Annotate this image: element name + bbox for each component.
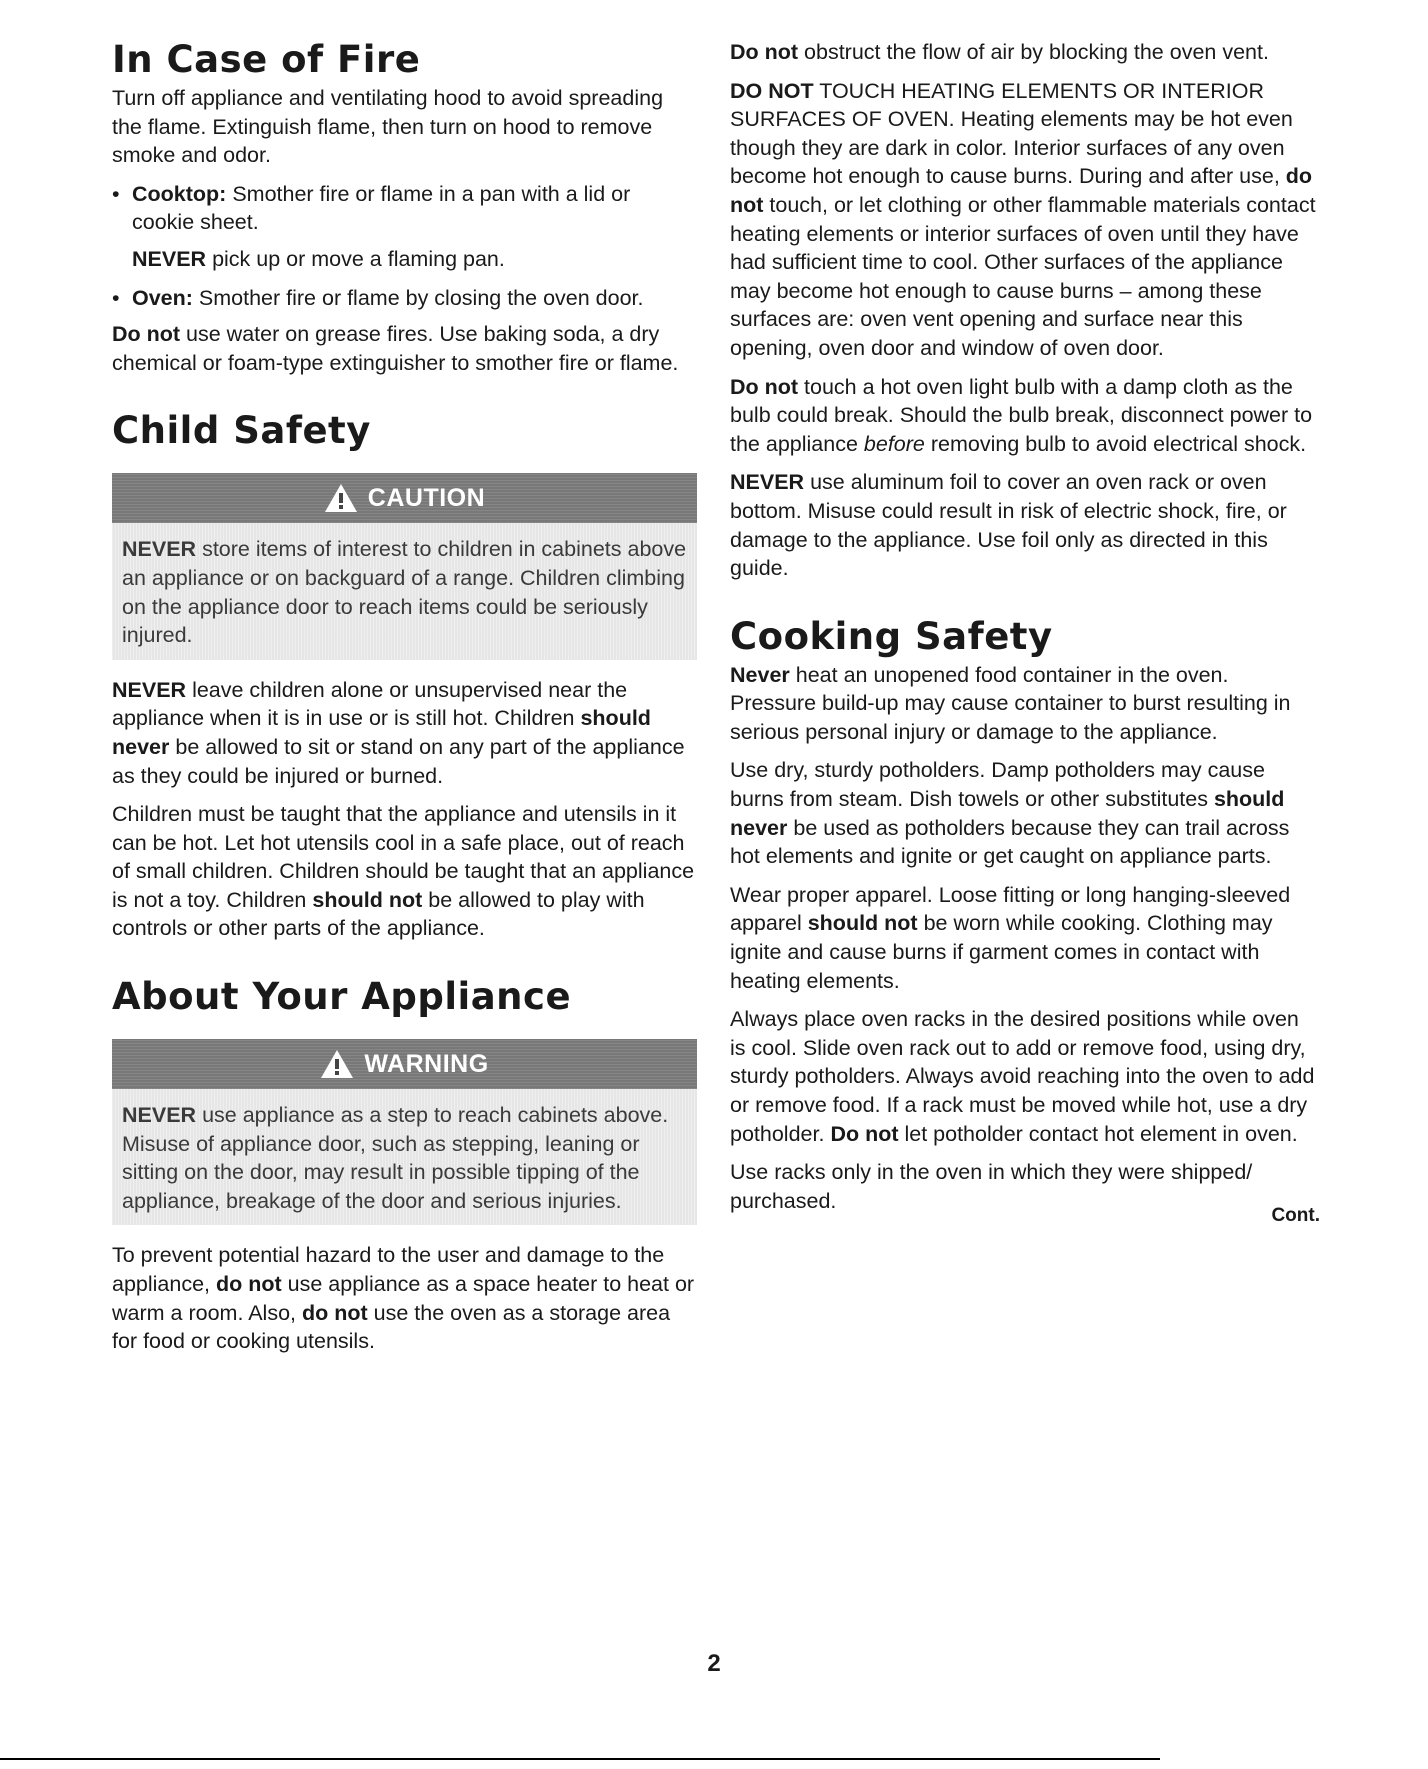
- fire-intro: Turn off appliance and ventilating hood to avoid spreading the flame. Extinguish flame, then turn on hood to remove smoke and odor.: [112, 86, 664, 168]
- about-text-a: To prevent potential hazard to the user and damage to the appliance,: [112, 1243, 665, 1297]
- r2-text-a: TOUCH HEATING ELEMENTS OR INTERIOR SURFACES OF OVEN. Heating elements may be hot even though they are dark in color. Interior surfaces of any oven become hot enough to cause burns. During and after use,: [730, 78, 1293, 189]
- oven-vent-paragraph: [730, 38, 1320, 67]
- c1-text: heat an unopened food container in the oven. Pressure build-up may cause container to burst resulting in serious personal injury or damage to the appliance.: [730, 662, 1291, 744]
- left-column: [112, 38, 697, 1366]
- warning-triangle-icon: [320, 1049, 354, 1079]
- child-p2-should-not: should not: [312, 887, 423, 912]
- warning-never: NEVER: [122, 1103, 197, 1128]
- never-flaming-pan: [112, 245, 697, 274]
- right-column: [730, 38, 1320, 1227]
- r2-do-not: DO NOT: [730, 78, 814, 103]
- cooking-paragraph-4: [730, 1005, 1320, 1148]
- aluminum-foil-paragraph: [730, 468, 1320, 582]
- c4-do-not: Do not: [830, 1121, 899, 1146]
- r3-text-a: touch a hot oven light bulb with a damp cloth as the bulb could break. Should the bulb break, disconnect power to the appliance: [730, 374, 1313, 456]
- cooking-paragraph-1: [730, 661, 1320, 747]
- c4-text-a: Always place oven racks in the desired positions while oven is cool. Slide oven rack out to add or remove food, using dry, sturdy potholders. Always avoid reaching into the oven to add or remove food. If a rack must be moved while hot, use a dry potholder.: [730, 1007, 1315, 1146]
- c3-text-a: Wear proper apparel. Loose fitting or long hanging-sleeved apparel: [730, 882, 1291, 936]
- c3-should-not: should not: [807, 911, 918, 936]
- warning-title: WARNING: [364, 1049, 489, 1078]
- child-p1-text-a: leave children alone or unsupervised near the appliance when it is in use or is still hot. Children: [112, 677, 628, 731]
- warning-triangle-icon: [324, 483, 358, 513]
- child-p1-text-b: be allowed to sit or stand on any part of the appliance as they could be injured or burned.: [112, 734, 685, 788]
- r2-do-not-2: do not: [730, 164, 1313, 217]
- caution-text: store items of interest to children in cabinets above an appliance or on backguard of a range. Children climbing on the appliance door to reach items could be seriously injured.: [122, 537, 687, 648]
- donot-label: Do not: [112, 322, 181, 347]
- cooking-safety-heading: Cooking Safety: [730, 614, 1053, 658]
- cooking-paragraph-5: Use racks only in the oven in which they were shipped/ purchased.: [730, 1160, 1253, 1213]
- c2-should-never: should never: [730, 787, 1285, 840]
- c3-text-b: be worn while cooking. Clothing may ignite and cause burns if garment comes in contact with heating elements.: [730, 911, 1273, 993]
- r4-text: use aluminum foil to cover an oven rack or oven bottom. Misuse could result in risk of electric shock, fire, or damage to the appliance. Use foil only as directed in this guide.: [730, 470, 1287, 581]
- caution-header: [112, 473, 697, 523]
- cooktop-label: Cooktop:: [132, 181, 227, 206]
- about-do-not-2: do not: [301, 1300, 368, 1325]
- r3-do-not: Do not: [730, 374, 799, 399]
- never-label: NEVER: [132, 246, 207, 271]
- never-text: pick up or move a flaming pan.: [212, 246, 505, 271]
- warning-box: [112, 1039, 697, 1225]
- r1-do-not: Do not: [730, 40, 799, 64]
- caution-box: [112, 473, 697, 659]
- light-bulb-paragraph: [730, 373, 1320, 459]
- r1-text: obstruct the flow of air by blocking the oven vent.: [804, 40, 1269, 64]
- c1-never: Never: [730, 662, 790, 687]
- c2-text-b: be used as potholders because they can trail across hot elements and ignite or get caught on appliance parts.: [730, 815, 1290, 869]
- warning-text: use appliance as a step to reach cabinets above. Misuse of appliance door, such as stepping, leaning or sitting on the door, may result in possible tipping of the appliance, breakage of the door and serious injuries.: [122, 1103, 669, 1213]
- donot-text: use water on grease fires. Use baking soda, a dry chemical or foam-type extinguisher to smother fire or flame.: [112, 322, 679, 375]
- about-paragraph: [112, 1241, 697, 1355]
- oven-text: Smother fire or flame by closing the oven door.: [198, 285, 644, 310]
- continued-label: Cont.: [1271, 1205, 1320, 1227]
- page-number: 2: [707, 1650, 721, 1677]
- child-paragraph-1: [112, 676, 697, 790]
- grease-fire-paragraph: [112, 320, 697, 377]
- r4-never: NEVER: [730, 470, 805, 495]
- warning-body: [112, 1089, 697, 1225]
- caution-body: [112, 523, 697, 659]
- child-safety-heading: Child Safety: [112, 409, 371, 453]
- cooktop-text: Smother fire or flame in a pan with a lid or cookie sheet.: [132, 181, 631, 235]
- caution-title: CAUTION: [367, 483, 486, 512]
- oven-bullet: [112, 284, 697, 313]
- child-p2-text-b: be allowed to play with controls or other parts of the appliance.: [112, 887, 645, 941]
- child-p1-never: NEVER: [112, 677, 187, 702]
- bottom-rule: [0, 1758, 1160, 1760]
- child-p1-should-never: should never: [112, 706, 651, 759]
- cooking-paragraph-3: [730, 881, 1320, 995]
- about-heading: About Your Appliance: [112, 975, 572, 1019]
- about-do-not-1: do not: [216, 1272, 282, 1297]
- cooktop-bullet: [112, 180, 697, 237]
- c2-text-a: Use dry, sturdy potholders. Damp potholders may cause burns from steam. Dish towels or other substitutes: [730, 758, 1265, 812]
- r2-text-b: touch, or let clothing or other flammable materials contact heating elements or interior surfaces of oven until they have had sufficient time to cool. Other surfaces of the appliance may become hot enough to cause burns – among these surfaces are: oven vent opening and surface near this opening, oven door and window of oven door.: [730, 192, 1316, 360]
- fire-heading: In Case of Fire: [112, 38, 421, 81]
- r3-before: before: [863, 431, 925, 456]
- c4-text-b: let potholder contact hot element in oven.: [904, 1121, 1298, 1146]
- cooking-paragraph-2: [730, 756, 1320, 870]
- about-text-b: use appliance as a space heater to heat or warm a room. Also,: [112, 1272, 695, 1325]
- child-p2-text-a: Children must be taught that the appliance and utensils in it can be hot. Let hot utensils cool in a safe place, out of reach of small children. Children should be taught that an appliance is not a toy. Children: [112, 802, 695, 912]
- r3-text-b: removing bulb to avoid electrical shock.: [930, 431, 1307, 456]
- about-text-c: use the oven as a storage area for food or cooking utensils.: [112, 1300, 671, 1354]
- heating-elements-paragraph: [730, 77, 1320, 363]
- oven-label: Oven:: [132, 285, 193, 310]
- warning-header: [112, 1039, 697, 1089]
- caution-never: NEVER: [122, 537, 197, 562]
- child-paragraph-2: [112, 800, 697, 943]
